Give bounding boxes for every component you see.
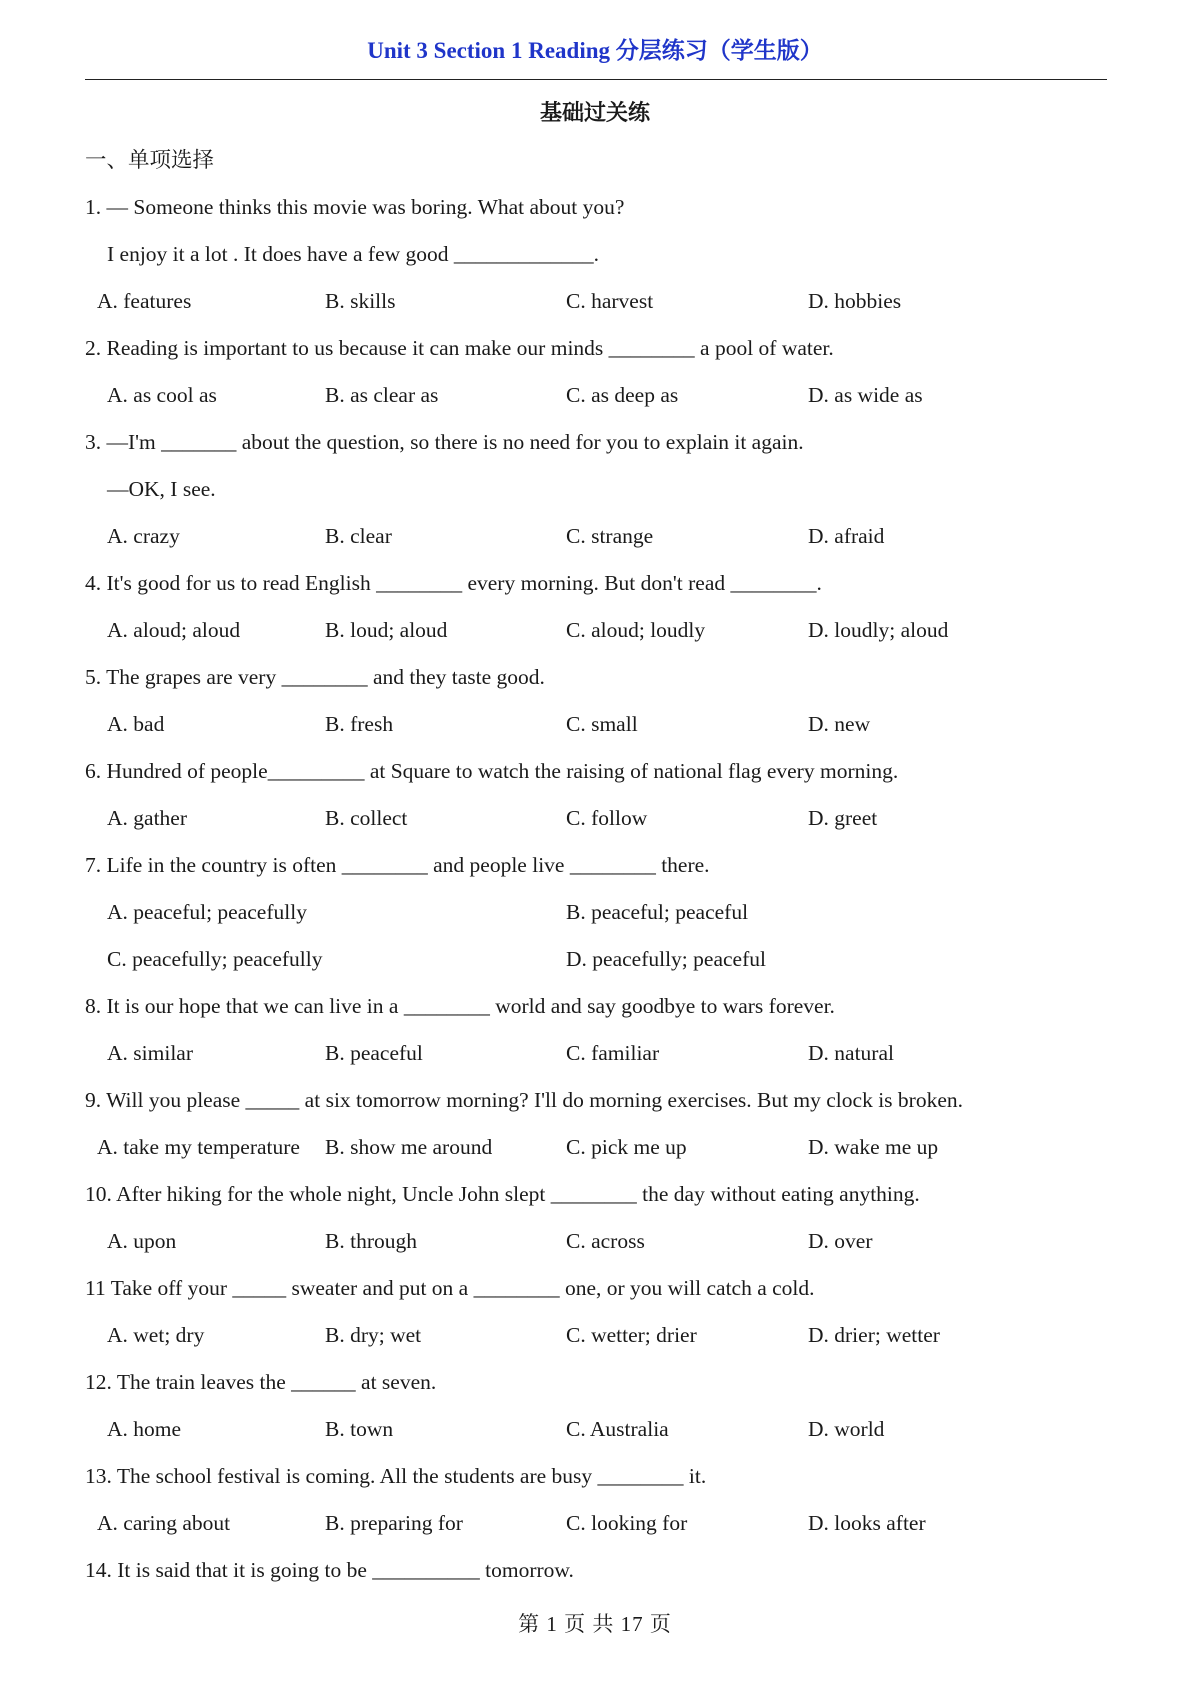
option-b[interactable]: B. clear [325, 524, 392, 548]
option-c[interactable]: C. wetter; drier [566, 1323, 697, 1347]
option-a[interactable]: A. home [107, 1417, 182, 1441]
option-d[interactable]: D. new [808, 712, 871, 736]
option-b[interactable]: B. peaceful [325, 1041, 423, 1065]
option-a[interactable]: A. crazy [107, 524, 180, 548]
option-b[interactable]: B. as clear as [325, 383, 439, 407]
option-b[interactable]: B. dry; wet [325, 1323, 422, 1347]
option-row [85, 513, 1115, 560]
option-row [85, 1312, 1115, 1359]
option-a[interactable]: A. bad [107, 712, 165, 736]
question-stem: 12. The train leaves the ______ at seven. [85, 1370, 437, 1394]
option-d[interactable]: D. peacefully; peaceful [566, 947, 766, 971]
option-row [85, 701, 1115, 748]
option-b[interactable]: B. skills [325, 289, 396, 313]
option-c[interactable]: C. aloud; loudly [566, 618, 706, 642]
part-heading: 一、单项选择 [85, 148, 215, 172]
option-row [85, 607, 1115, 654]
question-stem: 13. The school festival is coming. All the students are busy ________ it. [85, 1464, 707, 1488]
option-b[interactable]: B. through [325, 1229, 417, 1253]
option-c[interactable]: C. strange [566, 524, 654, 548]
option-c[interactable]: C. familiar [566, 1041, 660, 1065]
option-a[interactable]: A. features [97, 289, 192, 313]
option-d[interactable]: D. looks after [808, 1511, 926, 1535]
option-a[interactable]: A. take my temperature [97, 1135, 300, 1159]
option-d[interactable]: D. drier; wetter [808, 1323, 940, 1347]
option-c[interactable]: C. as deep as [566, 383, 679, 407]
page-number: 第 1 页 共 17 页 [518, 1612, 672, 1636]
option-row [85, 795, 1115, 842]
question-stem: 14. It is said that it is going to be __________ tomorrow. [85, 1558, 574, 1582]
question-stem-continuation: I enjoy it a lot . It does have a few good _____________. [107, 242, 600, 266]
option-d[interactable]: D. greet [808, 806, 878, 830]
option-b[interactable]: B. preparing for [325, 1511, 463, 1535]
option-row [85, 372, 1115, 419]
question-stem: 3. —I'm _______ about the question, so there is no need for you to explain it again. [85, 430, 804, 454]
option-b[interactable]: B. town [325, 1417, 394, 1441]
option-c[interactable]: C. small [566, 712, 638, 736]
question-list [85, 137, 1115, 1594]
question-stem: 5. The grapes are very ________ and they taste good. [85, 665, 545, 689]
option-c[interactable]: C. follow [566, 806, 648, 830]
option-row [85, 278, 1115, 325]
option-d[interactable]: D. natural [808, 1041, 894, 1065]
question-stem: 9. Will you please _____ at six tomorrow morning? I'll do morning exercises. But my clock is broken. [85, 1088, 963, 1112]
option-b[interactable]: B. fresh [325, 712, 394, 736]
header-divider [85, 79, 1107, 80]
option-row [85, 1406, 1115, 1453]
option-row [85, 936, 1115, 983]
option-row [85, 1030, 1115, 1077]
question-stem: 1. — Someone thinks this movie was boring. What about you? [85, 195, 625, 219]
option-c[interactable]: C. peacefully; peacefully [107, 947, 323, 971]
option-d[interactable]: D. over [808, 1229, 873, 1253]
option-c[interactable]: C. harvest [566, 289, 654, 313]
option-d[interactable]: D. afraid [808, 524, 885, 548]
option-b[interactable]: B. show me around [325, 1135, 493, 1159]
document-title: Unit 3 Section 1 Reading 分层练习（学生版） [367, 38, 823, 63]
option-row [85, 1218, 1115, 1265]
question-stem: 10. After hiking for the whole night, Uncle John slept ________ the day without eating anything. [85, 1182, 920, 1206]
question-stem: 4. It's good for us to read English ________ every morning. But don't read ________. [85, 571, 822, 595]
option-d[interactable]: D. loudly; aloud [808, 618, 949, 642]
question-stem: 8. It is our hope that we can live in a ________ world and say goodbye to wars forever. [85, 994, 835, 1018]
question-stem: 6. Hundred of people_________ at Square to watch the raising of national flag every morning. [85, 759, 899, 783]
option-c[interactable]: C. Australia [566, 1417, 669, 1441]
option-a[interactable]: A. upon [107, 1229, 177, 1253]
option-row [85, 1124, 1115, 1171]
option-row [85, 889, 1115, 936]
option-a[interactable]: A. aloud; aloud [107, 618, 241, 642]
option-a[interactable]: A. peaceful; peacefully [107, 900, 307, 924]
question-stem-continuation: —OK, I see. [107, 477, 216, 501]
option-c[interactable]: C. across [566, 1229, 645, 1253]
option-d[interactable]: D. hobbies [808, 289, 902, 313]
option-a[interactable]: A. wet; dry [107, 1323, 205, 1347]
option-a[interactable]: A. similar [107, 1041, 193, 1065]
option-a[interactable]: A. caring about [97, 1511, 231, 1535]
option-d[interactable]: D. as wide as [808, 383, 923, 407]
option-b[interactable]: B. peaceful; peaceful [566, 900, 749, 924]
option-row [85, 1500, 1115, 1547]
option-b[interactable]: B. collect [325, 806, 408, 830]
option-a[interactable]: A. as cool as [107, 383, 217, 407]
option-a[interactable]: A. gather [107, 806, 187, 830]
section-title: 基础过关练 [539, 100, 650, 125]
option-d[interactable]: D. wake me up [808, 1135, 939, 1159]
option-b[interactable]: B. loud; aloud [325, 618, 448, 642]
question-stem: 2. Reading is important to us because it can make our minds ________ a pool of water. [85, 336, 834, 360]
question-stem: 11 Take off your _____ sweater and put on a ________ one, or you will catch a cold. [85, 1276, 815, 1300]
question-stem: 7. Life in the country is often ________ and people live ________ there. [85, 853, 710, 877]
option-c[interactable]: C. looking for [566, 1511, 688, 1535]
option-c[interactable]: C. pick me up [566, 1135, 687, 1159]
option-d[interactable]: D. world [808, 1417, 885, 1441]
